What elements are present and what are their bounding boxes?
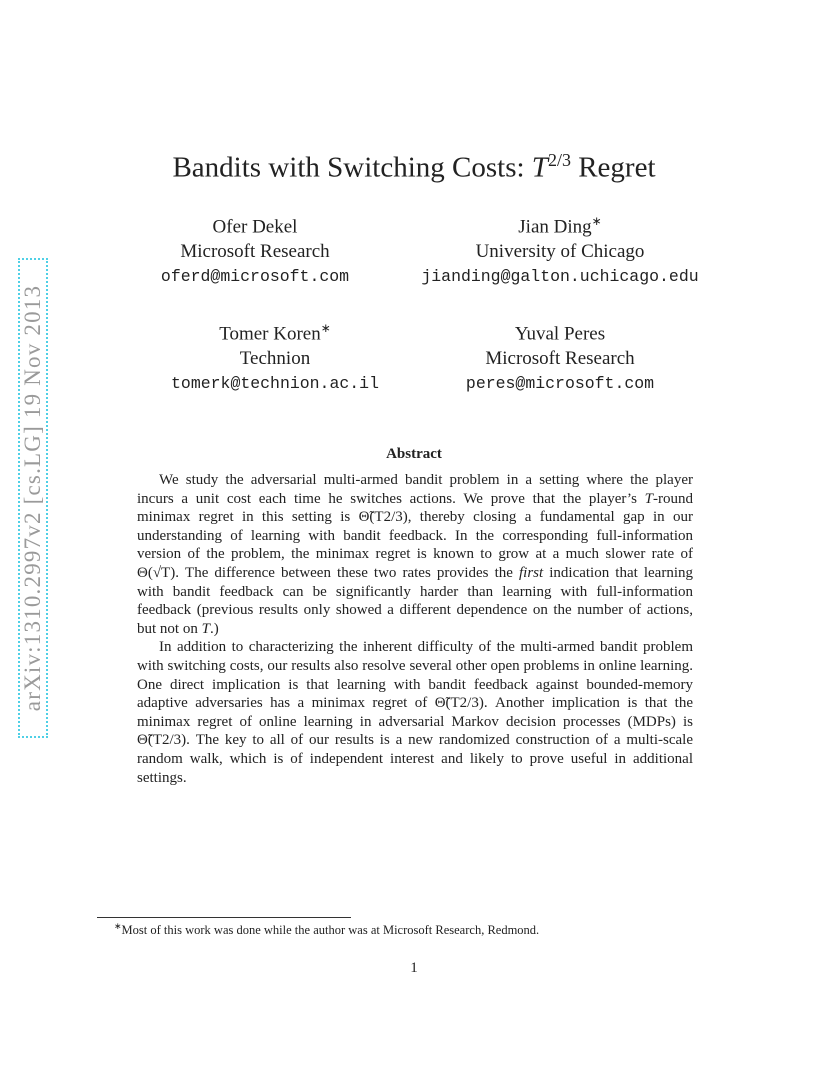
text-run: . The key to all of our results is a new randomized construction of a multi-scale random walk, which is of independent interest and likely to prove useful in additional settings.: [137, 732, 693, 786]
author-affiliation: Microsoft Research: [180, 241, 330, 263]
author-footnote-mark: ∗: [591, 214, 602, 228]
abstract-paragraph: [137, 638, 693, 787]
title-variable: T: [531, 151, 548, 184]
emphasis: first: [518, 564, 544, 581]
text-run: .): [209, 620, 219, 637]
math-variable: T: [644, 490, 653, 507]
text-run: , thereby closing a fundamental gap in our understanding of learning with bandit feedback. In the corresponding full-information version of the problem, the minimax regret is known to grow at a much slower rate of: [137, 509, 693, 563]
author-email: tomerk@technion.ac.il: [171, 374, 379, 394]
author-block: [400, 209, 720, 289]
author-email: oferd@microsoft.com: [160, 267, 350, 287]
title-prefix: Bandits with Switching Costs:: [172, 151, 532, 184]
title-exponent: 2/3: [547, 150, 571, 170]
math-expression: Θ̃(T2/3): [434, 695, 484, 712]
math-expression: Θ̃(T2/3): [137, 732, 187, 749]
math-expression: Θ̃(T2/3): [358, 509, 408, 526]
author-block: [150, 316, 400, 396]
footnote: [114, 921, 539, 938]
text-run: . The difference between these two rates provides the: [175, 564, 519, 581]
text-run: -round minimax regret in this setting is: [137, 490, 693, 526]
author-email: peres@microsoft.com: [465, 374, 655, 394]
math-expression: Θ(√T): [137, 564, 176, 581]
abstract-heading: Abstract: [386, 446, 442, 462]
footnote-rule: [97, 917, 351, 918]
author-block: [440, 316, 680, 396]
author-affiliation: Microsoft Research: [485, 348, 635, 370]
footnote-text: Most of this work was done while the author was at Microsoft Research, Redmond.: [121, 923, 540, 938]
text-run: In addition to characterizing the inherent difficulty of the multi-armed bandit problem with switching costs, our results also resolve several other open problems in online learning. One direct implication is that learning with bandit feedback against bounded-memory adaptive adversaries has a minimax regret of: [137, 639, 693, 712]
page-number: 1: [410, 960, 418, 976]
author-name: Yuval Peres: [514, 323, 606, 345]
text-run: . Another implication is that the minimax regret of online learning in adversarial Markov decision processes (MDPs) is: [137, 695, 693, 730]
author-name: Tomer Koren: [219, 323, 321, 345]
abstract-paragraph: [137, 471, 693, 638]
author-footnote-mark: ∗: [320, 321, 331, 335]
math-variable: T: [201, 620, 210, 637]
text-run: indication that learning with bandit feedback can be significantly harder than learning with full-information feedback (previous results only showed a different dependence on the number of actions, but not on: [137, 564, 693, 637]
title-suffix: Regret: [570, 151, 656, 184]
abstract-body: [137, 471, 693, 787]
paper-title: [0, 150, 828, 185]
arxiv-stamp: arXiv:1310.2997v2 [cs.LG] 19 Nov 2013: [20, 284, 45, 712]
author-affiliation: University of Chicago: [475, 241, 645, 263]
author-email: jianding@galton.uchicago.edu: [421, 267, 699, 287]
footnote-mark: ∗: [114, 921, 122, 931]
author-name: Jian Ding: [518, 216, 592, 238]
author-name: Ofer Dekel: [212, 216, 298, 238]
author-block: [155, 209, 355, 289]
author-affiliation: Technion: [239, 348, 311, 370]
text-run: We study the adversarial multi-armed bandit problem in a setting where the player incurs a unit cost each time he switches actions. We prove that the player’s: [137, 472, 693, 507]
